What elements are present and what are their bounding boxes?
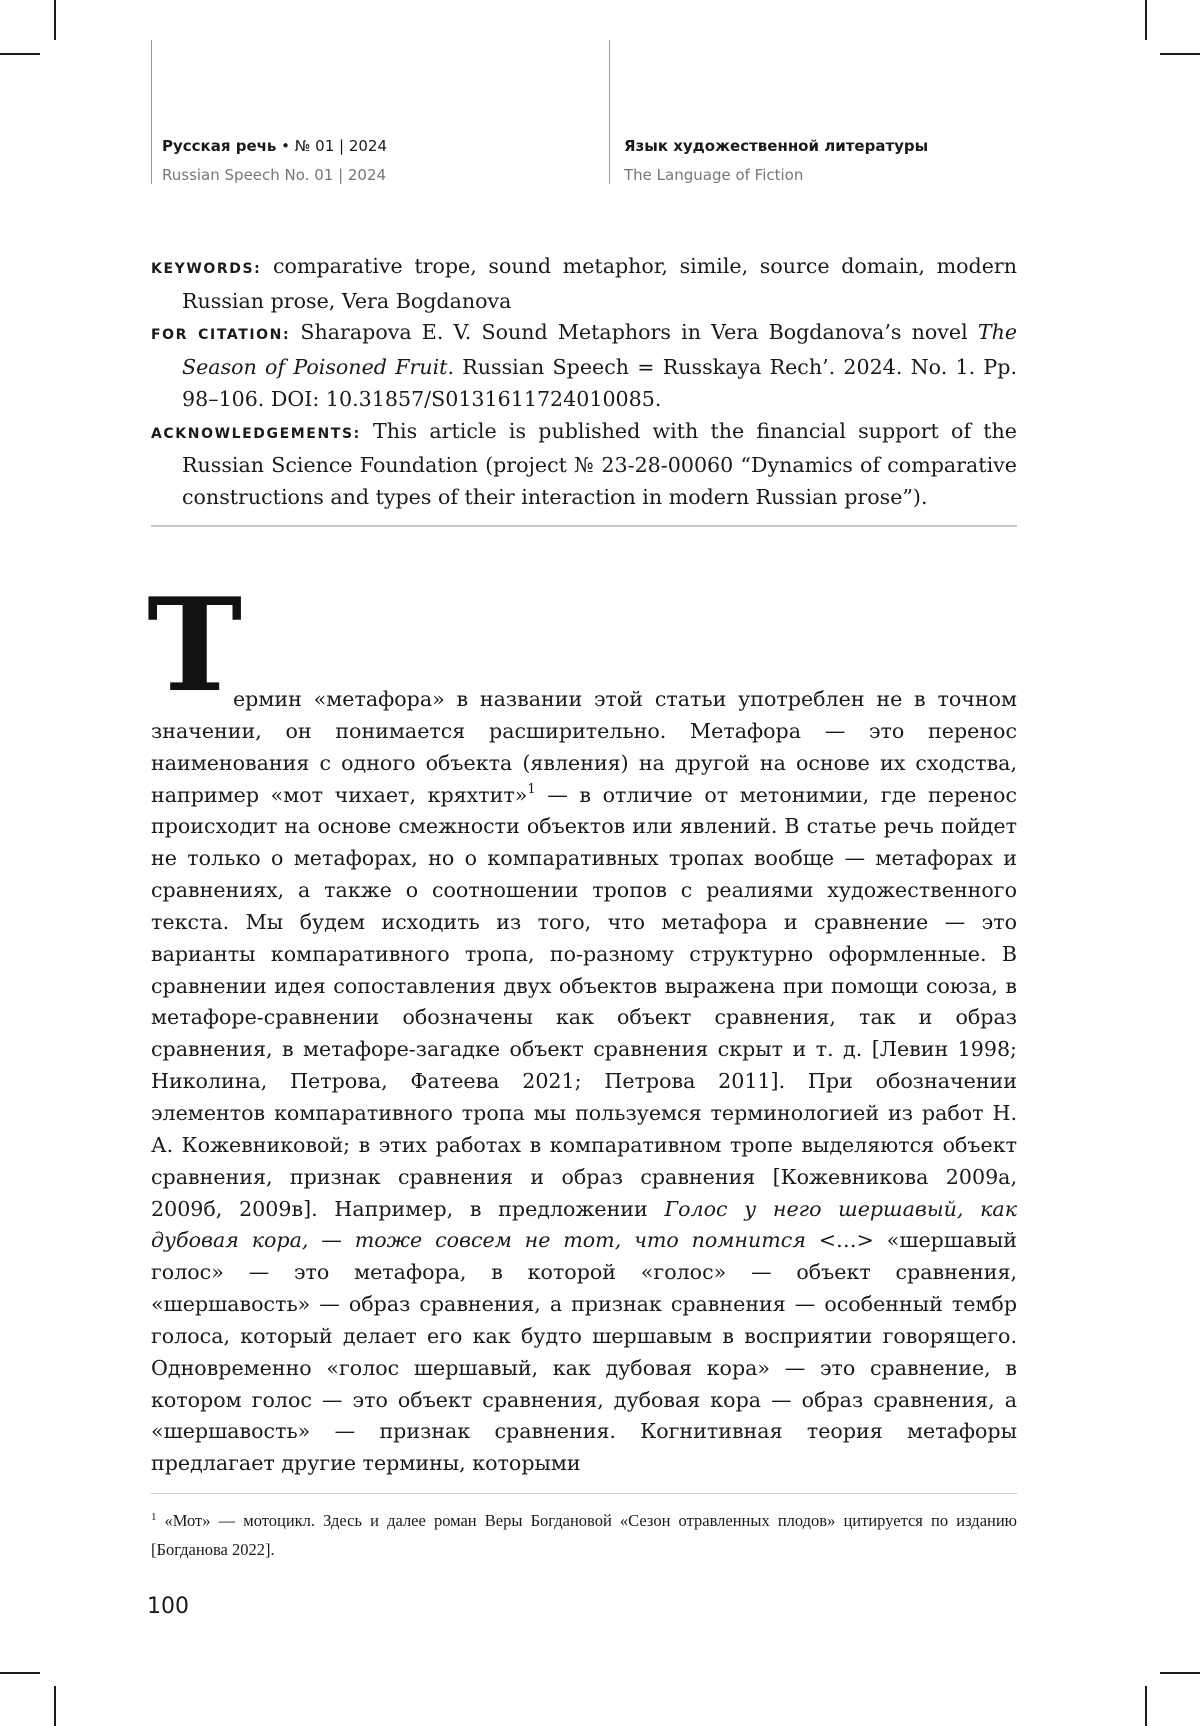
acknowledgements-label: ACKNOWLEDGEMENTS: (151, 425, 361, 442)
keywords-text: comparative trope, sound metaphor, simile, source domain, modern Russian prose, Vera Bogdanova (182, 254, 1017, 313)
crop-mark (54, 1686, 56, 1726)
crop-mark (1160, 53, 1200, 55)
body-text-part: — в отличие от метонимии, где перенос происходит на основе смежности объектов или явлений. В статье речь пойдет не только о метафорах, но о компаративных тропах вообще — метафорах и сравнениях, а также о соотношении тропов с реалиями художественного текста. Мы будем исходить из того, что метафора и сравнение — это варианты компаративного тропа, по-разному структурно оформленные. В сравнении идея сопоставления двух объектов выражена при помощи союза, в метафоре-сравнении обозначены как объект сравнения, так и образ сравнения, в метафоре-загадке объект сравнения скрыт и т. д. [Левин 1998; Николина, Петрова, Фатеева 2021; Петрова 2011]. При обозначении элементов компаративного тропа мы пользуемся терминологией из работ Н. А. Кожевниковой; в этих работах в компаративном тропе выделяются объект сравнения, признак сравнения и образ сравнения [Кожевникова 2009а, 2009б, 2009в]. Например, в предложении (151, 782, 1017, 1221)
keywords (151, 251, 1017, 317)
crop-mark (54, 0, 56, 40)
footnote-mark: 1 (151, 1511, 157, 1523)
drop-cap: Т (147, 571, 243, 721)
journal-title-en: Russian Speech No. 01 | 2024 (162, 166, 387, 184)
footnote-text: «Мот» — мотоцикл. Здесь и далее роман Веры Богдановой «Сезон отравленных плодов» цитируется по изданию [Богданова 2022]. (151, 1511, 1017, 1559)
footnote (151, 1506, 1017, 1564)
crop-mark (0, 1672, 40, 1674)
citation-text-end: . Russian Speech = Russkaya Rech’. 2024. No. 1. Pp. 98–106. DOI: 10.31857/S0131611724010085. (182, 355, 1017, 411)
crop-mark (1145, 0, 1147, 40)
citation-label: FOR CITATION: (151, 327, 291, 344)
body-text-part: <…> «шершавый голос» — это метафора, в которой «голос» — объект сравнения, «шершавость» — образ сравнения, а признак сравнения — особенный тембр голоса, который делает его как будто шершавым в восприятии говорящего. Одновременно «голос шершавый, как дубовая кора» — это сравнение, в котором голос — это объект сравнения, дубовая кора — образ сравнения, а «шершавость» — признак сравнения. Когнитивная теория метафоры предлагает другие термины, которыми (151, 1228, 1017, 1476)
journal-issue: • № 01 | 2024 (276, 137, 388, 155)
crop-mark (0, 53, 40, 55)
citation-text: Sharapova E. V. Sound Metaphors in Vera Bogdanova’s novel (300, 320, 978, 345)
header-divider (151, 40, 152, 184)
crop-mark (1160, 1672, 1200, 1674)
header-divider (609, 40, 610, 184)
citation (151, 317, 1017, 415)
section-title-ru (624, 134, 928, 158)
citation-book-title: The Season of Poisoned Fruit (182, 320, 1018, 380)
footnote-divider (151, 1493, 1017, 1494)
body-text-part: ермин «метафора» в названии этой статьи употреблен не в точном значении, он понимается расширительно. Метафора — это перенос наименования с одного объекта (явления) на другой на основе их сходства, например «мот чихает, кряхтит» (151, 687, 1017, 807)
section-name: Язык художественной литературы (624, 137, 929, 155)
acknowledgements (151, 416, 1017, 514)
keywords-label: KEYWORDS: (151, 261, 262, 277)
metadata-divider (151, 525, 1017, 527)
article-metadata (151, 251, 1017, 514)
crop-mark (1145, 1686, 1147, 1726)
header-section (624, 134, 928, 187)
journal-name: Русская речь (162, 137, 277, 155)
body-paragraph (151, 684, 1017, 1480)
journal-title-ru (162, 134, 387, 158)
header-journal (162, 134, 387, 187)
quotation-italic: Голос у него шершавый, как дубовая кора, — тоже совсем не тот, что помнится (151, 1196, 1018, 1253)
acknowledgements-text: This article is published with the financial support of the Russian Science Foundation (project № 23-28-00060 “Dynamics of comparative constructions and types of their interaction in modern Russian prose”). (182, 418, 1017, 509)
section-title-en: The Language of Fiction (624, 166, 804, 184)
page-number: 100 (147, 1594, 189, 1619)
footnote-ref[interactable]: 1 (527, 781, 536, 797)
